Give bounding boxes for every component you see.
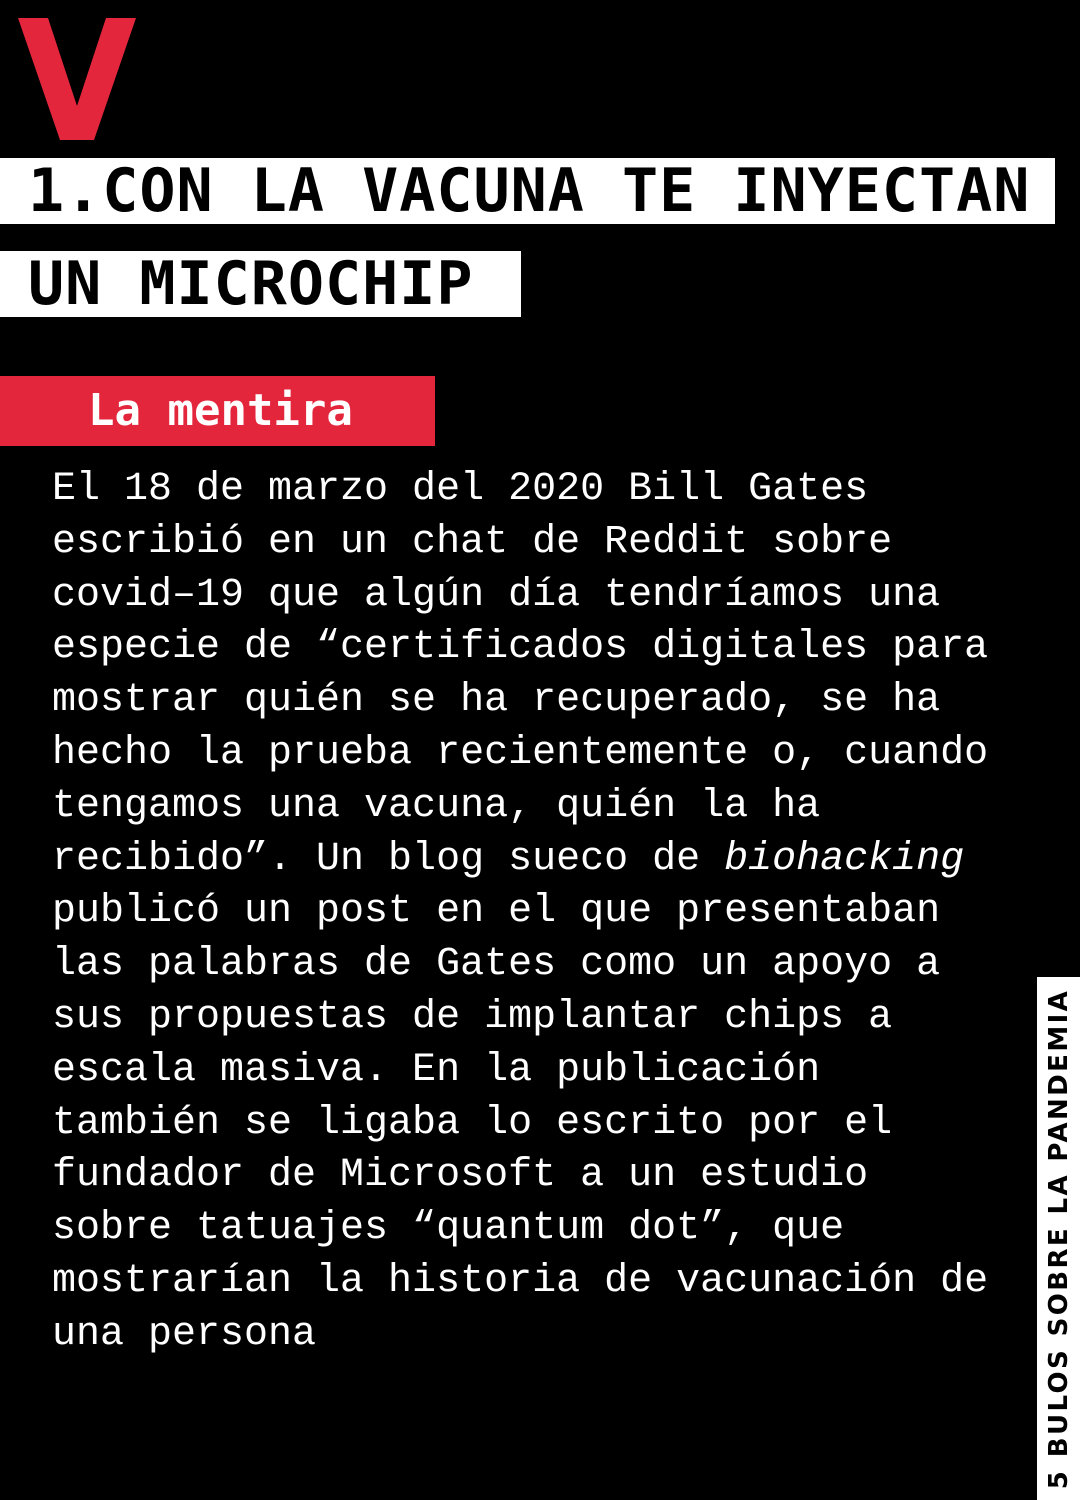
body-line: especie de “certificados digitales para (52, 625, 989, 671)
body-line: mostrar quién se ha recuperado, se ha (52, 678, 941, 724)
body-line: también se ligaba lo escrito por el (52, 1100, 893, 1146)
body-line-with-italic (52, 834, 1012, 887)
logo-v-shape (18, 18, 136, 140)
body-line: fundador de Microsoft a un estudio (52, 1153, 869, 1199)
body-line: publicó un post en el que presentaban (52, 889, 941, 935)
body-line: hecho la prueba recientemente o, cuando (52, 730, 989, 776)
body-line: El 18 de marzo del 2020 Bill Gates (52, 467, 869, 512)
body-line: escala masiva. En la publicación (52, 1047, 821, 1093)
body-line: covid–19 que algún día tendríamos una (52, 572, 941, 618)
body-line: una persona (52, 1311, 317, 1357)
body-line: mostrarían la historia de vacunación de (52, 1258, 989, 1304)
headline-line-1: 1.CON LA VACUNA TE INYECTAN (0, 158, 1055, 224)
body-paragraph (52, 464, 1012, 1362)
body-line-text: recibido”. Un blog sueco de (52, 836, 725, 882)
body-line: escribió en un chat de Reddit sobre (52, 519, 893, 565)
brand-logo-v (18, 18, 136, 140)
series-label: 5 BULOS SOBRE LA PANDEMIA (1043, 988, 1074, 1489)
body-line: tengamos una vacuna, quién la ha (52, 783, 821, 829)
series-side-tab (1037, 977, 1080, 1500)
body-line: sus propuestas de implantar chips a (52, 994, 893, 1040)
headline-line-2: UN MICROCHIP (0, 251, 521, 317)
section-label-la-mentira: La mentira (0, 376, 435, 446)
body-line: sobre tatuajes “quantum dot”, que (52, 1206, 845, 1252)
italic-word-biohacking: biohacking (724, 836, 965, 882)
body-line: las palabras de Gates como un apoyo a (52, 942, 941, 988)
